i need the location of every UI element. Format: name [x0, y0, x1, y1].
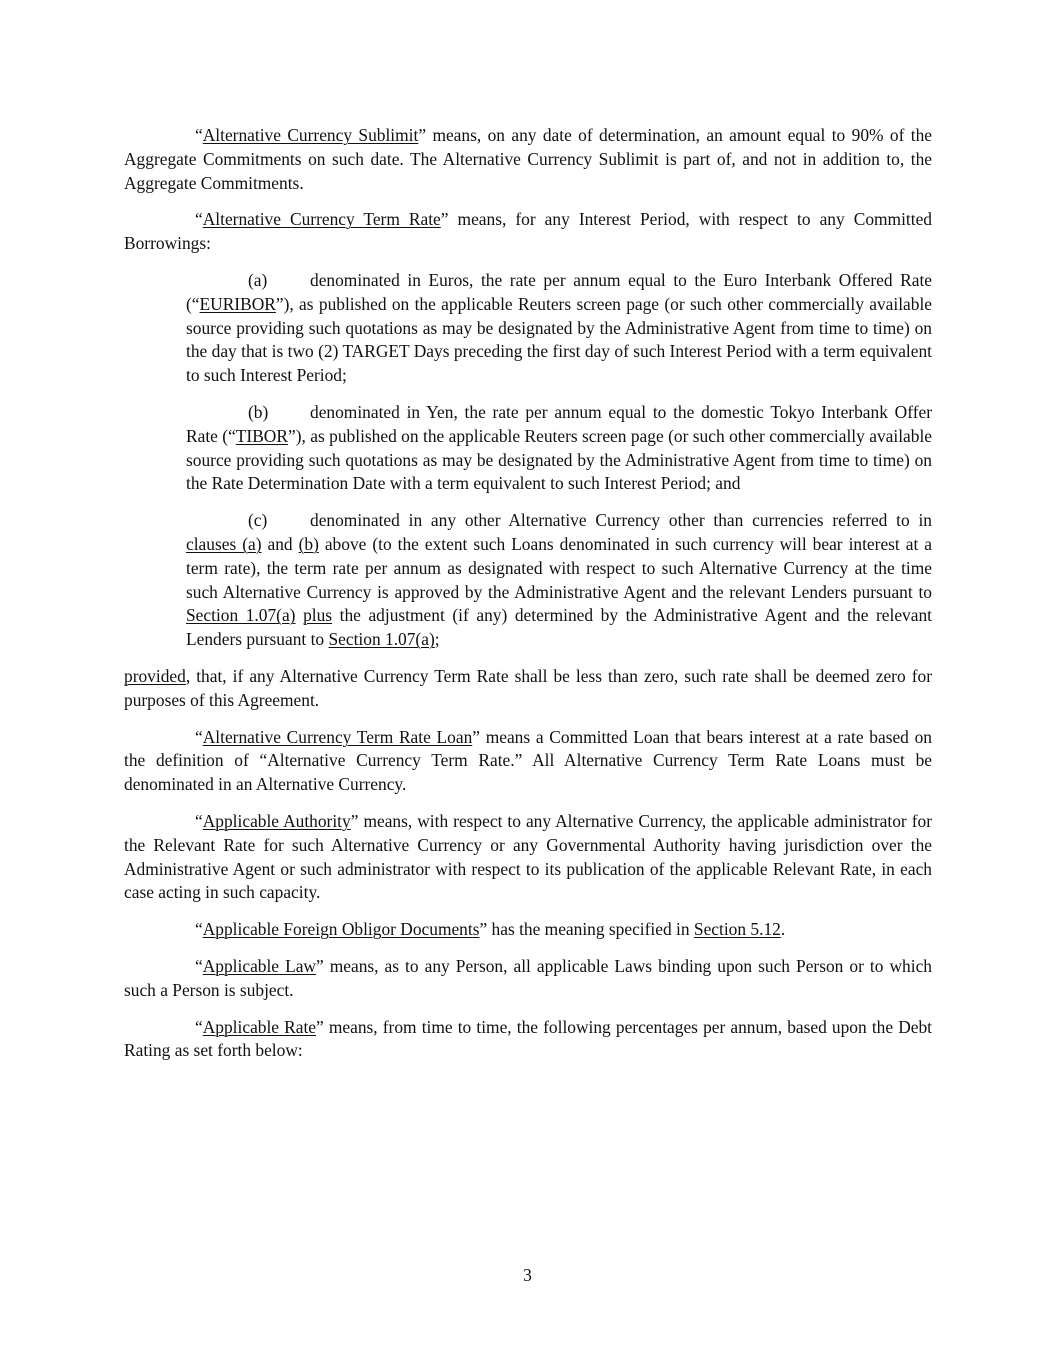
- cross-reference: clauses (a): [186, 533, 262, 554]
- clause-label: (a): [248, 269, 268, 290]
- defined-term: Alternative Currency Sublimit: [202, 125, 419, 145]
- definition-applicable-authority: “Applicable Authority” means, with respect to any Alternative Currency, the applicable administrator for the Relevant Rate for such Alternative Currency or any Governmental Authority having jurisdiction over the Administrative Agent or such administrator with respect to its publication of the applicable Relevant Rate, in each case acting in such capacity.: [124, 810, 933, 903]
- document-page: [124, 124, 932, 1076]
- defined-term: Applicable Rate: [202, 1016, 317, 1037]
- definition-alternative-currency-sublimit: “Alternative Currency Sublimit” means, on any date of determination, an amount equal to 90% of the Aggregate Commitments on such date. The Alternative Currency Sublimit is part of, and not in addition to, the Aggregate Commitments.: [124, 125, 932, 193]
- proviso-paragraph: provided, that, if any Alternative Currency Term Rate shall be less than zero, such rate shall be deemed zero for purposes of this Agreement.: [124, 665, 932, 710]
- definition-applicable-rate: “Applicable Rate” means, from time to time, the following percentages per annum, based upon the Debt Rating as set forth below:: [124, 1016, 932, 1061]
- definition-alternative-currency-term-rate: “Alternative Currency Term Rate” means, for any Interest Period, with respect to any Committed Borrowings:: [124, 209, 932, 254]
- cross-reference: Section 1.07(a): [328, 629, 435, 650]
- emphasis-term: plus: [303, 605, 333, 626]
- clause-b: (b) denominated in Yen, the rate per annum equal to the domestic Tokyo Interbank Offer Rate (“TIBOR”), as published on the applicable Reuters screen page (or such other commercially available source providing such quotations as may be designated by the Administrative Agent from time to time) on the Rate Determination Date with a term equivalent to such Interest Period; and: [186, 401, 932, 494]
- clause-c: (c) denominated in any other Alternative Currency other than currencies referred to in clauses (a) and (b) above (to the extent such Loans denominated in such currency will bear interest at a term rate), the term rate per annum as designated with respect to such Alternative Currency at the time such Alternative Currency is approved by the Administrative Agent and the relevant Lenders pursuant to Section 1.07(a) plus the adjustment (if any) determined by the Administrative Agent and the relevant Lenders pursuant to Section 1.07(a);: [186, 510, 932, 650]
- defined-term: EURIBOR: [199, 293, 276, 314]
- clause-a: (a) denominated in Euros, the rate per annum equal to the Euro Interbank Offered Rate (“EURIBOR”), as published on the applicable Reuters screen page (or such other commercially available source providing such quotations as may be designated by the Administrative Agent from time to time) on the day that is two (2) TARGET Days preceding the first day of such Interest Period with a term equivalent to such Interest Period;: [186, 269, 932, 386]
- cross-reference: Section 1.07(a): [186, 605, 296, 626]
- defined-term: Alternative Currency Term Rate: [202, 209, 441, 230]
- definition-applicable-foreign-obligor-documents: “Applicable Foreign Obligor Documents” has the meaning specified in Section 5.12.: [195, 919, 786, 940]
- defined-term: Applicable Authority: [202, 810, 351, 831]
- clause-label: (c): [248, 510, 268, 531]
- clause-label: (b): [248, 401, 269, 422]
- defined-term: Applicable Law: [202, 955, 316, 976]
- defined-term: TIBOR: [235, 425, 288, 446]
- definition-applicable-law: “Applicable Law” means, as to any Person, all applicable Laws binding upon such Person or to which such a Person is subject.: [124, 955, 932, 1000]
- definition-alternative-currency-term-rate-loan: “Alternative Currency Term Rate Loan” means a Committed Loan that bears interest at a rate based on the definition of “Alternative Currency Term Rate.” All Alternative Currency Term Rate Loans must be denominated in an Alternative Currency.: [124, 726, 932, 795]
- defined-term: Alternative Currency Term Rate Loan: [202, 726, 473, 747]
- emphasis-term: provided: [124, 665, 186, 686]
- page-number: 3: [523, 1265, 532, 1285]
- cross-reference: (b): [298, 533, 319, 554]
- cross-reference: Section 5.12: [693, 919, 781, 940]
- defined-term: Applicable Foreign Obligor Documents: [202, 919, 480, 940]
